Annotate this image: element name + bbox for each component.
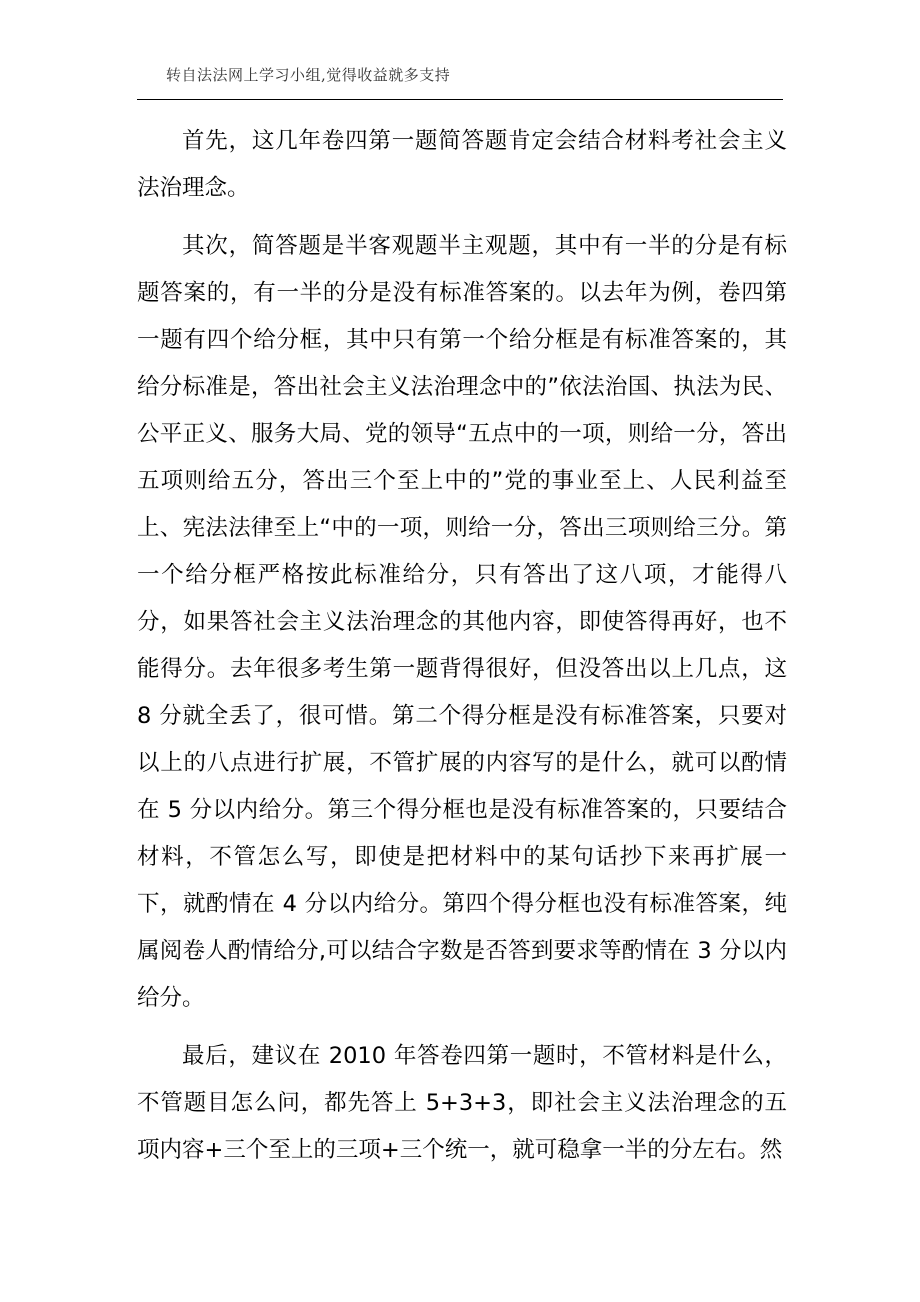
header-note: 转自法法网上学习小组,觉得收益就多支持 (166, 66, 451, 84)
paragraph-second: 其次，简答题是半客观题半主观题，其中有一半的分是有标题答案的，有一半的分是没有标准答案的。以去年为例，卷四第一题有四个给分框，其中只有第一个给分框是有标准答案的，其给分标准是，答出社会主义法治理念中的”依法治国、执法为民、公平正义、服务大局、党的领导“五点中的一项，则给一分，答出五项则给五分，答出三个至上中的”党的事业至上、人民利益至上、宪法法律至上“中的一项，则给一分，答出三项则给三分。第一个给分框严格按此标准给分，只有答出了这八项，才能得八分，如果答社会主义法治理念的其他内容，即使答得再好，也不能得分。去年很多考生第一题背得很好，但没答出以上几点，这 8 分就全丢了，很可惜。第二个得分框是没有标准答案，只要对以上的八点进行扩展，不管扩展的内容写的是什么，就可以酌情在 5 分以内给分。第三个得分框也是没有标准答案的，只要结合材料，不管怎么写，即使是把材料中的某句话抄下来再扩展一下，就酌情在 4 分以内给分。第四个得分框也没有标准答案，纯属阅卷人酌情给分,可以结合字数是否答到要求等酌情在 3 分以内给分。 (137, 233, 787, 1011)
header-divider (137, 99, 783, 100)
paragraph-first: 首先，这几年卷四第一题简答题肯定会结合材料考社会主义法治理念。 (137, 128, 787, 201)
paragraph-last: 最后，建议在 2010 年答卷四第一题时，不管材料是什么，不管题目怎么问，都先答上 5+3+3，即社会主义法治理念的五项内容+三个至上的三项+三个统一，就可稳拿一半的分左右。然 (137, 1043, 787, 1163)
document-body (137, 118, 787, 1174)
